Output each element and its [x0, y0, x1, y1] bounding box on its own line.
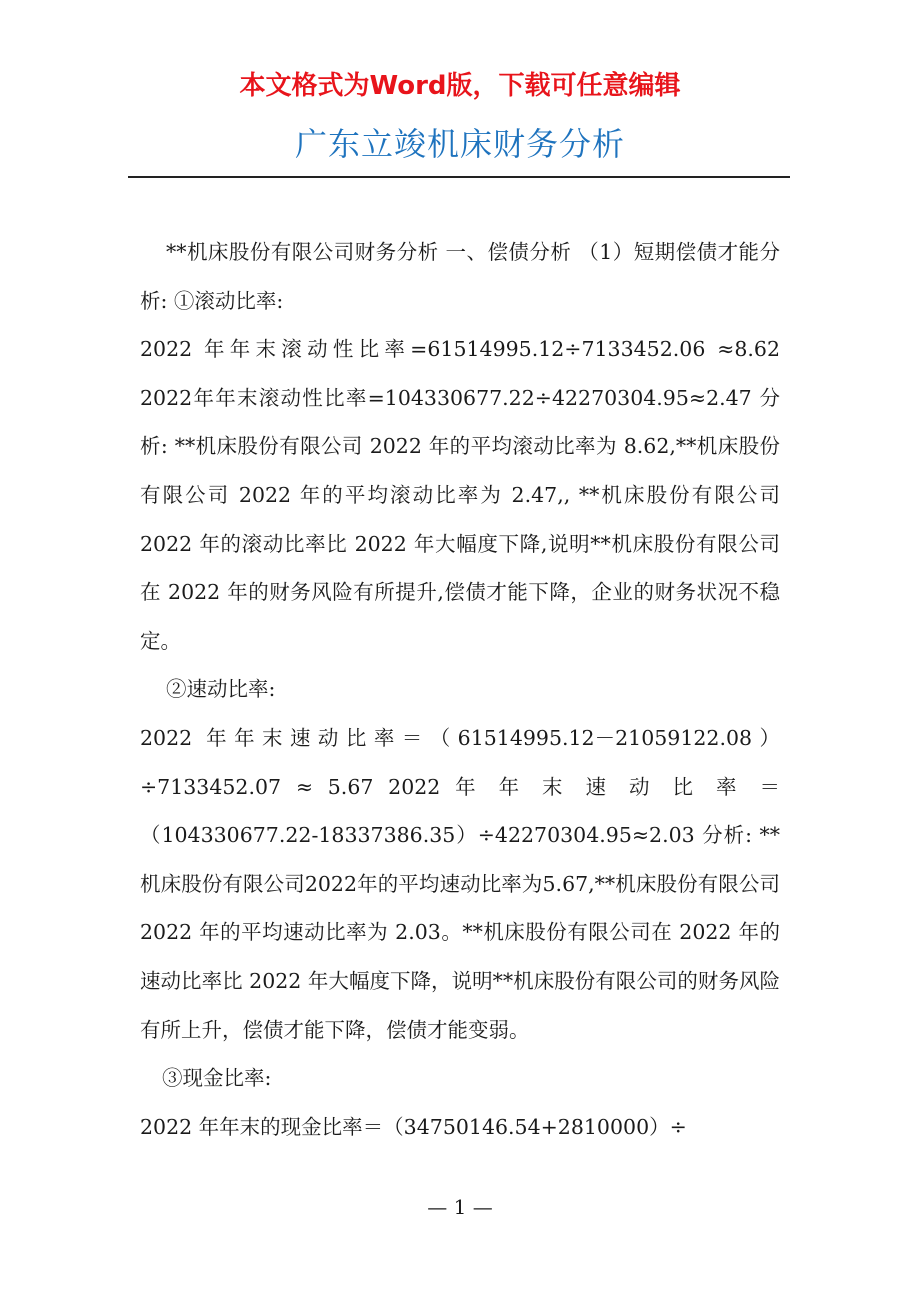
- paragraph-intro: **机床股份有限公司财务分析 一、偿债分析 （1）短期偿债才能分析: ①滚动比率:: [140, 240, 780, 313]
- heading-cash-ratio: ③现金比率:: [162, 1066, 272, 1091]
- heading-quick-ratio: ②速动比率:: [166, 677, 276, 702]
- paragraph-cash-ratio: 2022 年年末的现金比率＝（34750146.54+2810000）÷: [140, 1114, 687, 1139]
- format-banner: 本文格式为Word版，下载可任意编辑: [239, 71, 681, 101]
- paragraph-current-ratio: 2022 年年末滚动性比率=61514995.12÷7133452.06 ≈8.62 2022年年末滚动性比率=104330677.22÷42270304.95≈2.47 分析: **机床股份有限公司 2022 年的平均滚动比率为 8.62,**机床股份有限公司 2022 年的平均滚动比率为 2.47,, **机床股份有限公司 2022 年的滚动比率比 2022 年大幅度下降,说明**机床股份有限公司在 2022 年的财务风险有所提升,偿债才能下降，企业的财务状况不稳定。: [140, 337, 780, 653]
- paragraph-quick-ratio: 2022 年年末速动比率＝（61514995.12－21059122.08）÷7133452.07 ≈ 5.67 2022 年 年 末 速 动 比 率 ＝（104330677.22-18337386.35）÷42270304.95≈2.03 分析: **机床股份有限公司2022年的平均速动比率为5.67,**机床股份有限公司 2022 年的平均速动比率为 2.03。**机床股份有限公司在 2022 年的速动比率比 2022 年大幅度下降，说明**机床股份有限公司的财务风险有所上升，偿债才能下降，偿债才能变弱。: [140, 725, 780, 1042]
- title-divider: [128, 176, 790, 178]
- document-title: 广东立竣机床财务分析: [294, 125, 625, 163]
- page-number: — 1 —: [427, 1195, 493, 1219]
- document-body: [140, 228, 780, 1151]
